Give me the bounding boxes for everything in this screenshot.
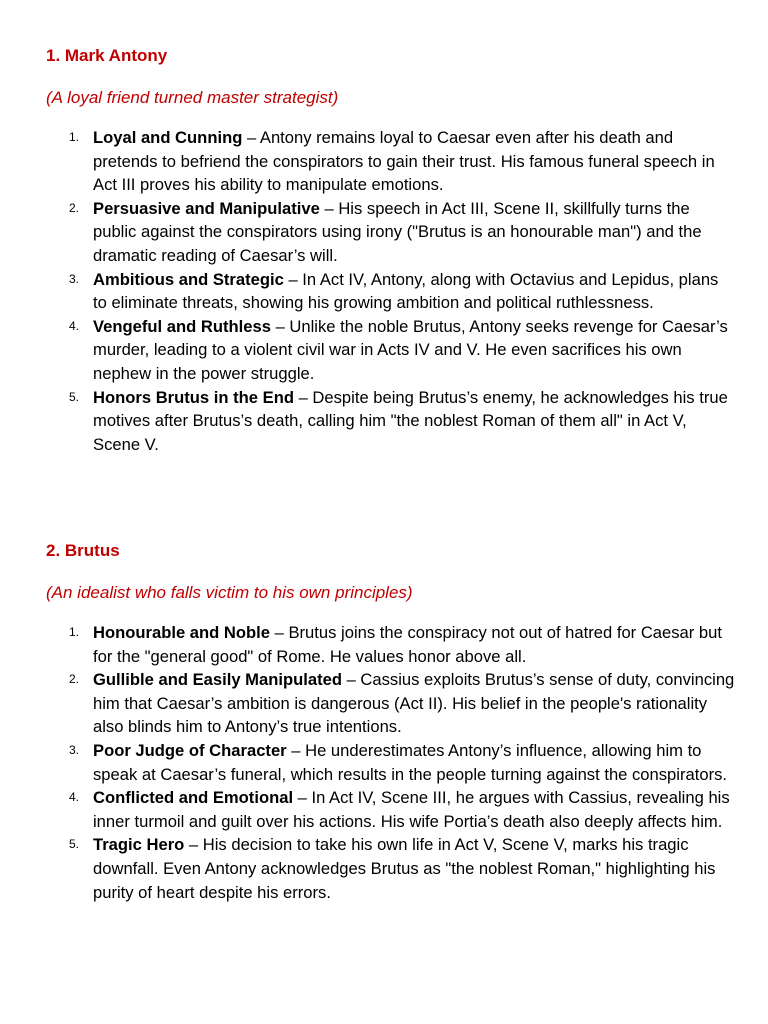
list-item	[46, 268, 736, 315]
list-item	[46, 739, 736, 786]
trait-term: Honourable and Noble	[93, 623, 271, 642]
trait-description: – In Act IV, Scene III, he argues with Cassius, revealing his inner turmoil and guilt over his actions. His wife Portia’s death also deeply affects him.	[93, 788, 730, 831]
item-number: 3.	[69, 742, 80, 757]
list-item	[46, 386, 736, 457]
list-item	[46, 126, 736, 197]
trait-description: – In Act IV, Antony, along with Octavius and Lepidus, plans to eliminate threats, showing his growing ambition and political ruthlessness.	[93, 269, 719, 313]
item-number: 5.	[69, 389, 80, 404]
trait-description: – Unlike the noble Brutus, Antony seeks revenge for Caesar’s murder, leading to a violent civil war in Acts IV and V. He even sacrifices his own nephew in the power struggle.	[93, 316, 728, 383]
trait-term: Vengeful and Ruthless	[93, 316, 271, 336]
section-heading: 1. Mark Antony	[46, 46, 168, 65]
trait-description: – Cassius exploits Brutus’s sense of duty, convincing him that Caesar’s ambition is dangerous (Act II). His belief in the people's rationality also blinds him to Antony’s true intentions.	[93, 670, 735, 737]
trait-description: – Antony remains loyal to Caesar even after his death and pretends to befriend the conspirators to gain their trust. His famous funeral speech in Act III proves his ability to manipulate emotions.	[93, 128, 715, 195]
item-number: 5.	[69, 837, 80, 852]
list-item	[46, 668, 736, 739]
trait-term: Conflicted and Emotional	[93, 788, 294, 808]
trait-description: – Despite being Brutus’s enemy, he acknowledges his true motives after Brutus’s death, calling him "the noblest Roman of them all" in Act V, Scene V.	[93, 387, 728, 454]
section-subtitle: (A loyal friend turned master strategist)	[46, 88, 339, 107]
trait-term: Loyal and Cunning	[93, 128, 243, 147]
trait-description: – He underestimates Antony’s influence, allowing him to speak at Caesar’s funeral, which results in the people turning against the conspirators.	[93, 740, 727, 784]
item-number: 1.	[69, 625, 80, 639]
item-number: 2.	[69, 672, 80, 687]
section-heading: 2. Brutus	[46, 541, 120, 560]
trait-term: Honors Brutus in the End	[93, 387, 294, 407]
item-number: 4.	[69, 318, 80, 333]
trait-term: Gullible and Easily Manipulated	[93, 670, 342, 690]
trait-description: – Brutus joins the conspiracy not out of hatred for Caesar but for the "general good" of Rome. He values honor above all.	[93, 623, 722, 666]
section-subtitle: (An idealist who falls victim to his own principles)	[46, 583, 413, 602]
list-item	[46, 197, 736, 268]
trait-term: Tragic Hero	[93, 835, 185, 855]
section-brutus	[46, 540, 736, 904]
list-item	[46, 833, 736, 904]
trait-term: Persuasive and Manipulative	[93, 198, 320, 218]
trait-list	[46, 126, 736, 456]
section-mark-antony	[46, 45, 736, 456]
trait-description: – His speech in Act III, Scene II, skillfully turns the public against the conspirators using irony ("Brutus is an honourable man") and the dramatic reading of Caesar’s will.	[93, 198, 702, 265]
item-number: 4.	[69, 790, 80, 805]
list-item	[46, 621, 736, 668]
item-number: 2.	[69, 200, 80, 215]
item-number: 1.	[69, 130, 80, 144]
list-item	[46, 786, 736, 833]
trait-list	[46, 621, 736, 904]
trait-description: – His decision to take his own life in Act V, Scene V, marks his tragic downfall. Even Antony acknowledges Brutus as "the noblest Roman," highlighting his purity of heart despite his errors.	[93, 835, 716, 902]
trait-term: Ambitious and Strategic	[93, 269, 284, 289]
trait-term: Poor Judge of Character	[93, 740, 287, 760]
list-item	[46, 315, 736, 386]
item-number: 3.	[69, 271, 80, 286]
